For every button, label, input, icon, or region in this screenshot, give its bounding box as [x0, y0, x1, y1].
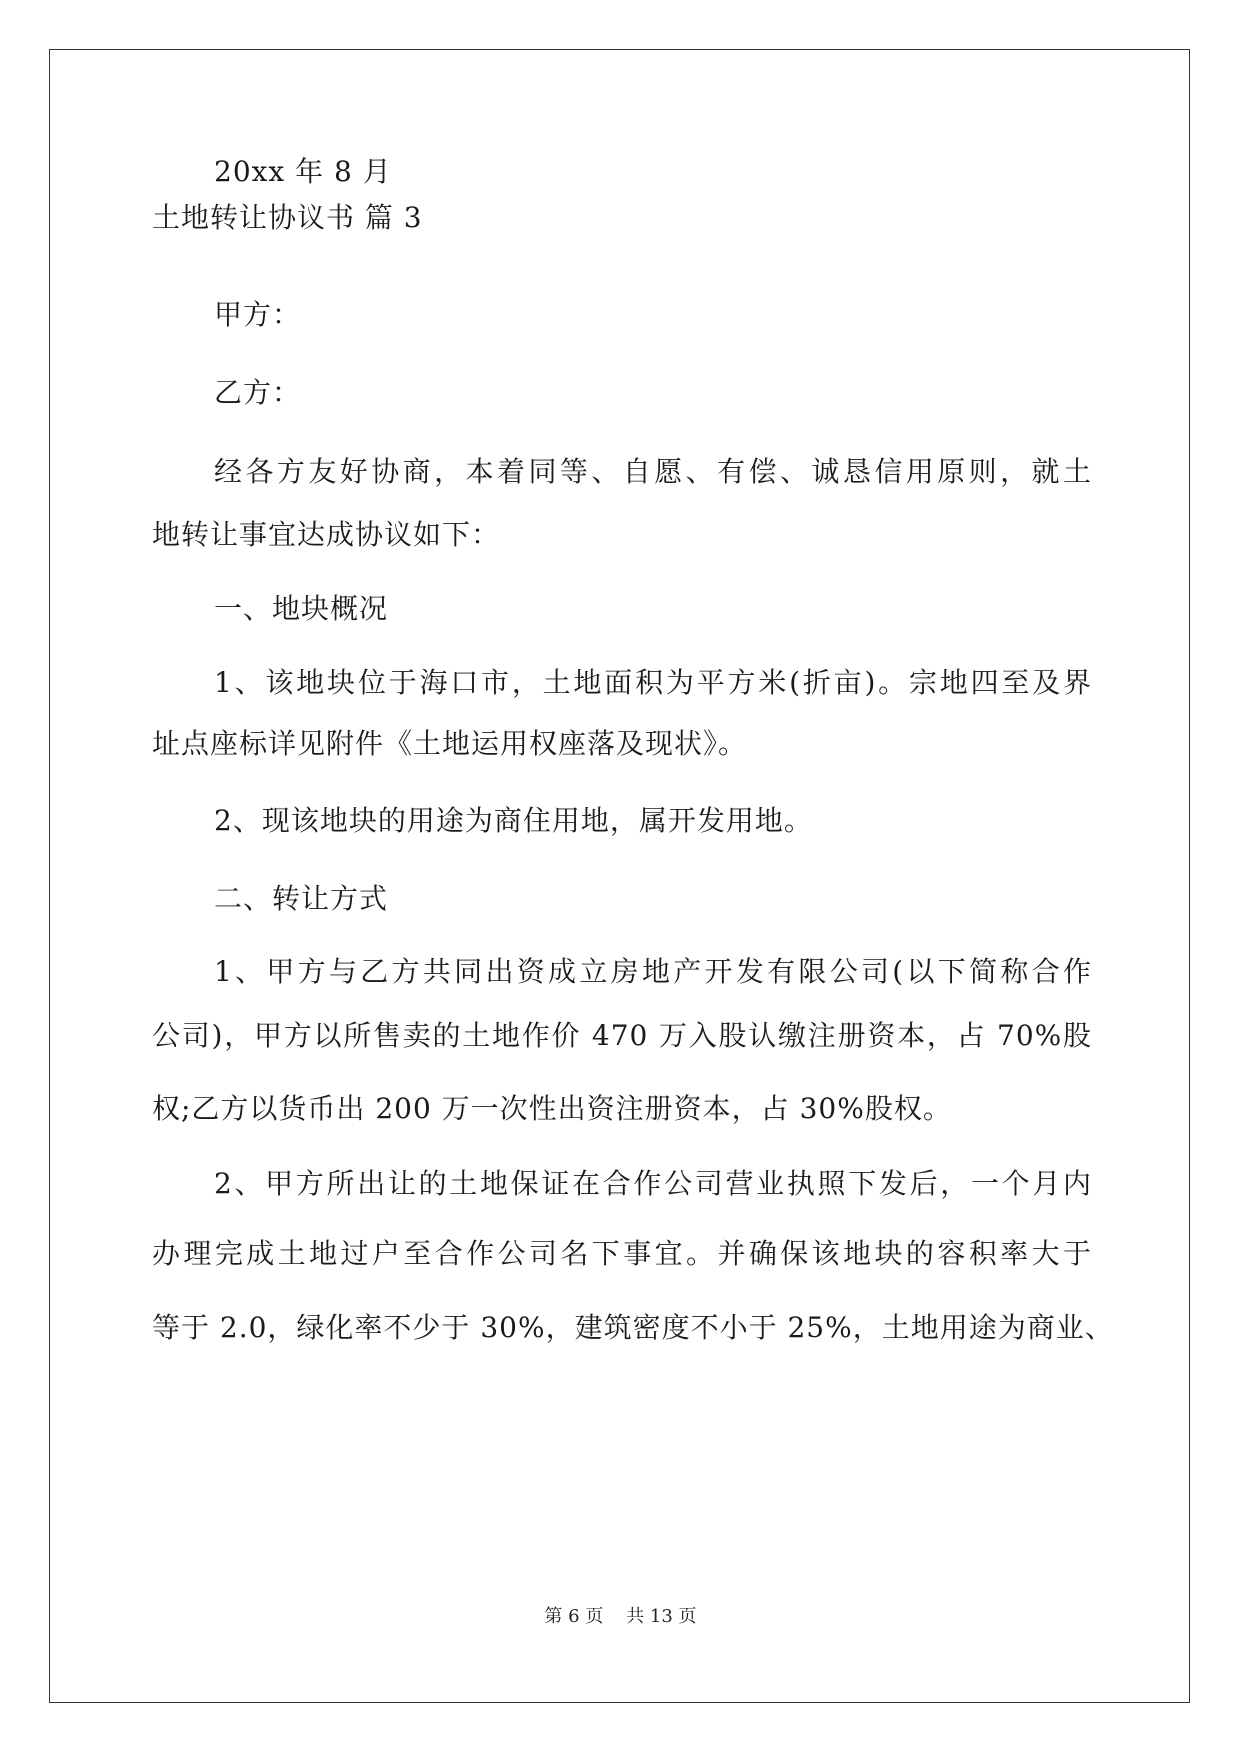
clause-line: 权;乙方以货币出 200 万一次性出资注册资本，占 30%股权。 [152, 1092, 952, 1125]
clause-line: 2、甲方所出让的土地保证在合作公司营业执照下发后，一个月内 [214, 1167, 1092, 1200]
clause-line: 址点座标详见附件《土地运用权座落及现状》。 [152, 727, 748, 760]
page-footer: 第 6 页 共 13 页 [544, 1606, 697, 1627]
clause-line: 2、现该地块的用途为商住用地，属开发用地。 [214, 804, 813, 837]
intro-paragraph-line: 地转让事宜达成协议如下： [152, 518, 501, 551]
date-line: 20xx 年 8 月 [214, 155, 392, 188]
section-title: 土地转让协议书 篇 3 [152, 201, 423, 234]
clause-line: 1、该地块位于海口市，土地面积为平方米(折亩)。宗地四至及界 [214, 666, 1092, 699]
section-heading-2: 二、转让方式 [214, 882, 389, 915]
party-b-label: 乙方： [214, 376, 302, 409]
clause-line: 公司)，甲方以所售卖的土地作价 470 万入股认缴注册资本，占 70%股 [152, 1019, 1092, 1052]
party-a-label: 甲方： [214, 298, 302, 331]
intro-paragraph-line: 经各方友好协商，本着同等、自愿、有偿、诚恳信用原则，就土 [214, 455, 1092, 488]
clause-line: 办理完成土地过户至合作公司名下事宜。并确保该地块的容积率大于 [152, 1237, 1092, 1270]
clause-line: 1、甲方与乙方共同出资成立房地产开发有限公司(以下简称合作 [214, 955, 1092, 988]
clause-line: 等于 2.0，绿化率不少于 30%，建筑密度不小于 25%，土地用途为商业、 [152, 1311, 1114, 1344]
section-heading-1: 一、地块概况 [214, 592, 389, 625]
